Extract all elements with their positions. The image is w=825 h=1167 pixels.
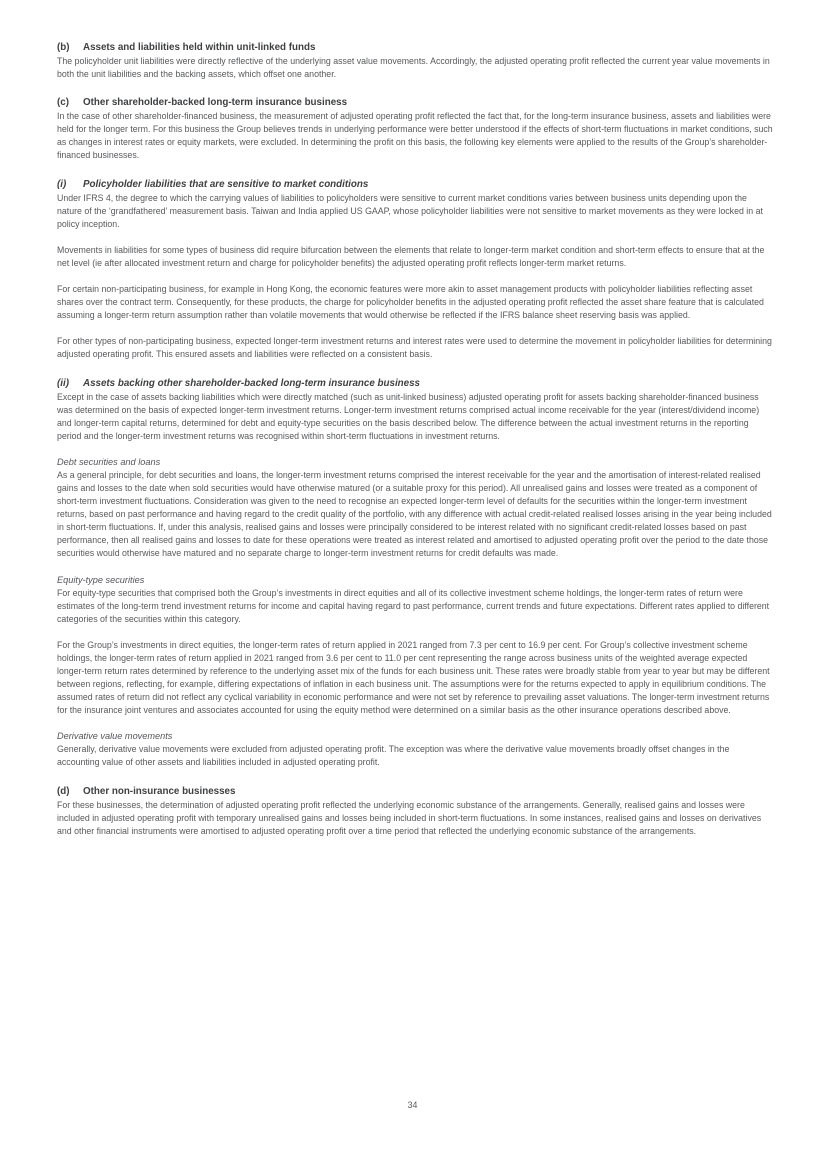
section-label: (i) [57, 178, 67, 190]
section-title: Other shareholder-backed long-term insurance business [83, 97, 348, 109]
paragraph: Under IFRS 4, the degree to which the carrying values of liabilities to policyholders were sensitive to current market conditions varies between business units depending upon the nature of the ‘grandfathered’ measurement basis. Taiwan and India applied US GAAP, whose policyholder liabilities were not sensitive to market movements as they were locked in at policy inception. [57, 192, 763, 229]
paragraph: Movements in liabilities for some types of business did require bifurcation between the elements that relate to longer-term market condition and short-term effects to ensure that at the net level (ie after allocated investment return and charge for policyholder benefits) the adjusted operating profit reflects longer-term market returns. [57, 244, 765, 268]
section-other-shareholder-backed [57, 96, 773, 162]
section-derivative-value-movements [57, 730, 773, 769]
paragraph: For the Group’s investments in direct equities, the longer-term rates of return applied in 2021 ranged from 7.3 per cent to 16.9 per cent. For Group’s collective investment scheme holdings, the longer-term rates of return applied in 2021 ranged from 3.6 per cent to 11.0 per cent representing the range across business units of the weighted average expected longer-term return rates determined by reference to the underlying asset mix of the funds for each business unit. These rates were broadly stable from year to year but may be different between regions, reflecting, for example, differing expectations of inflation in each business unit. The assumptions were for the returns expected to apply in equilibrium conditions. The assumed rates of return did not reflect any cyclical variability in economic performance and were not set by reference to prevailing asset valuations. The longer-term investment returns for the insurance joint ventures and associates accounted for using the equity method were determined on a similar basis as the other insurance operations described above. [57, 639, 770, 716]
paragraph: In the case of other shareholder-financed business, the measurement of adjusted operating profit reflected the fact that, for the long-term insurance business, assets and liabilities were held for the longer term. For this business the Group believes trends in underlying performance were better understood if the effects of short-term fluctuations in market conditions, such as changes in interest rates or equity markets, were excluded. In determining the profit on this basis, the following key elements were applied to the results of the Group’s shareholder-financed businesses. [57, 111, 773, 161]
section-policyholder-liabilities [57, 178, 773, 362]
paragraph: For certain non-participating business, for example in Hong Kong, the economic features were more akin to asset management products with policyholder liabilities reflecting asset shares over the contract term. Consequently, for these products, the charge for policyholder benefits in the adjusted operating profit reflected the asset share feature that is calculated assuming a longer-term return assumption rather than volatile movements that would otherwise be reflected if the IFRS balance sheet reserving basis was applied. [57, 284, 764, 321]
section-label: (ii) [57, 377, 69, 389]
section-label: (c) [57, 97, 69, 109]
section-heading [57, 178, 773, 191]
section-debt-securities [57, 456, 773, 561]
section-title: Assets backing other shareholder-backed long-term insurance business [83, 377, 421, 389]
section-title: Assets and liabilities held within unit-linked funds [83, 42, 316, 53]
section-heading [57, 377, 773, 390]
section-heading [57, 785, 773, 798]
section-label: (d) [57, 785, 70, 797]
paragraph: As a general principle, for debt securities and loans, the longer-term investment returns comprised the interest receivable for the year and the amortisation of interest-related realised gains and losses to the date when sold securities would have otherwise matured (or a suitable proxy for this period). All unrealised gains and losses were treated as a component of short-term investment fluctuations. Consideration was given to the need to recognise an expected longer-term level of defaults for the securities within the longer-term investment returns, based on past performance and having regard to the credit quality of the portfolio, with any difference with actual credit-related realised losses arising in the year being included in short-term fluctuations. If, under this analysis, realised gains and losses were principally considered to be interest related with no significant credit-related losses based on past performance, then all realised gains and losses to date for these operations were treated as interest related and amortised to adjusted operating profit over the period to the date those securities would otherwise have matured and no separate charge to longer-term investment returns for credit defaults was made. [57, 469, 772, 559]
section-heading [57, 41, 773, 54]
paragraph: For these businesses, the determination of adjusted operating profit reflected the underlying economic substance of the arrangements. Generally, realised gains and losses were included in adjusted operating profit with temporary unrealised gains and losses being included in short-term fluctuations. In some instances, realised gains and losses on derivatives and other financial instruments were amortised to adjusted operating profit over a time period that reflected the underlying economic substance of the arrangements. [57, 799, 762, 836]
section-title: Policyholder liabilities that are sensitive to market conditions [83, 178, 369, 190]
paragraph: The policyholder unit liabilities were directly reflective of the underlying asset value movements. Accordingly, the adjusted operating profit reflected the current year value movements in both the unit liabilities and the backing assets, which offset one another. [57, 56, 770, 80]
section-unit-linked-funds [57, 41, 773, 81]
subsection-title: Derivative value movements [57, 731, 173, 742]
page-number: 34 [407, 1100, 418, 1110]
section-other-non-insurance [57, 785, 773, 838]
section-label: (b) [57, 42, 70, 53]
subsection-title: Debt securities and loans [57, 456, 161, 467]
section-title: Other non-insurance businesses [83, 785, 236, 797]
section-heading [57, 96, 773, 109]
paragraph: Generally, derivative value movements were excluded from adjusted operating profit. The exception was where the derivative value movements broadly offset changes in the accounting value of other assets and liabilities included in adjusted operating profit. [57, 744, 730, 768]
paragraph: For equity-type securities that comprised both the Group’s investments in direct equities and all of its collective investment scheme holdings, the longer-term rates of return were estimates of the long-term trend investment returns for income and capital having regard to past performance, current trends and future expectations. Different rates applied to different categories of the securities within this category. [57, 587, 770, 624]
page-content [57, 41, 773, 851]
subsection-title: Equity-type securities [57, 574, 145, 585]
section-assets-backing [57, 377, 773, 443]
paragraph: For other types of non-participating business, expected longer-term investment returns and interest rates were used to determine the movement in policyholder liabilities for determining adjusted operating profit. This ensured assets and liabilities were reflected on a consistent basis. [57, 336, 772, 360]
section-equity-type-securities [57, 574, 773, 718]
paragraph: Except in the case of assets backing liabilities which were directly matched (such as unit-linked business) adjusted operating profit for assets backing shareholder-financed business was determined on the basis of expected longer-term investment returns. Longer-term investment returns comprised actual income receivable for the year (interest/dividend income) and longer-term capital returns, determined for debt and equity-type securities on the basis described below. The difference between the actual investment returns in the reporting period and the longer-term investment returns was recognised within short-term fluctuations in investment returns. [57, 391, 760, 441]
